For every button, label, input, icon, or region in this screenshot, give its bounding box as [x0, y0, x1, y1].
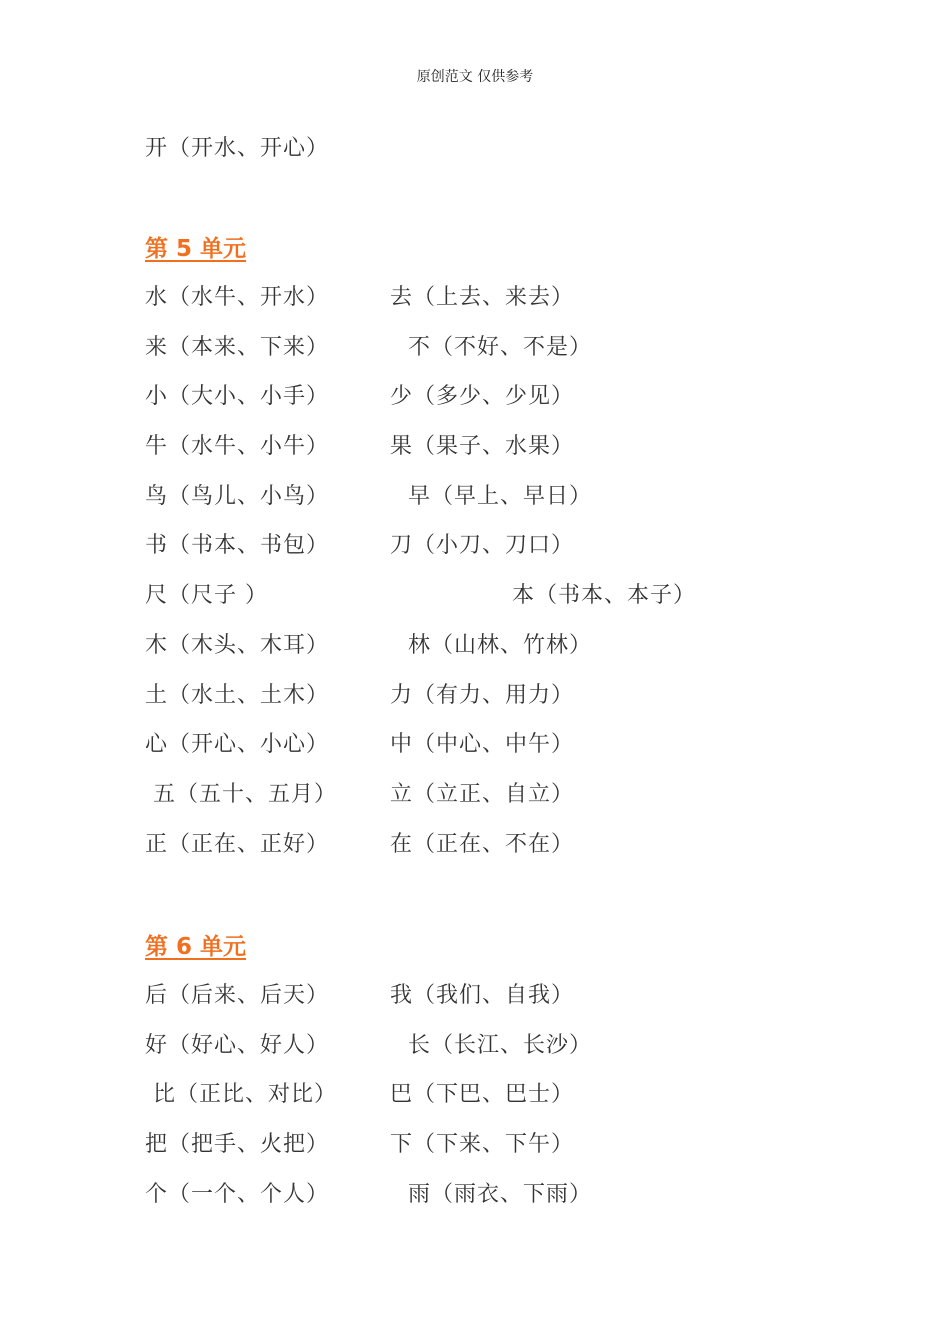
- word-left: 书（书本、书包）: [145, 533, 330, 559]
- word-right: 早（早上、早日）: [408, 483, 593, 509]
- word-left: 尺（尺子 ）: [145, 583, 268, 609]
- word-left: 正（正在、正好）: [145, 831, 330, 857]
- word-left: 来（本来、下来）: [145, 334, 330, 360]
- word-right: 本（书本、本子）: [512, 583, 697, 609]
- first-line: 开（开水、开心）: [145, 136, 330, 161]
- word-right: 我（我们、自我）: [390, 983, 575, 1008]
- table-row: [145, 581, 845, 631]
- table-row: [145, 681, 845, 731]
- word-right: 下（下来、下午）: [390, 1132, 575, 1158]
- word-right: 去（上去、来去）: [390, 285, 575, 310]
- table-row: [145, 780, 845, 830]
- word-right: 刀（小刀、刀口）: [390, 533, 575, 559]
- word-left: 牛（水牛、小牛）: [145, 434, 330, 460]
- table-row: [145, 382, 845, 432]
- section-5-rows: [145, 283, 845, 879]
- word-right: 立（立正、自立）: [390, 781, 575, 807]
- word-left: 五（五十、五月）: [153, 781, 338, 807]
- word-left: 个（一个、个人）: [145, 1181, 330, 1207]
- table-row: [145, 981, 845, 1031]
- table-row: [145, 730, 845, 780]
- section-heading-5: 第 5 单元: [145, 236, 247, 262]
- table-row: [145, 333, 845, 383]
- table-row: [145, 631, 845, 681]
- word-right: 中（中心、中午）: [390, 732, 575, 758]
- table-row: [145, 482, 845, 532]
- word-left: 水（水牛、开水）: [145, 285, 330, 310]
- word-right: 少（多少、少见）: [390, 384, 575, 410]
- table-row: [145, 1031, 845, 1081]
- word-right: 长（长江、长沙）: [408, 1032, 593, 1058]
- word-left: 心（开心、小心）: [145, 732, 330, 758]
- table-row: [145, 283, 845, 333]
- word-right: 巴（下巴、巴士）: [390, 1082, 575, 1108]
- word-left: 把（把手、火把）: [145, 1132, 330, 1158]
- section-heading-6: 第 6 单元: [145, 934, 247, 960]
- word-right: 果（果子、水果）: [390, 434, 575, 460]
- word-left: 土（水土、土木）: [145, 682, 330, 708]
- word-left: 后（后来、后天）: [145, 983, 330, 1008]
- word-left: 鸟（鸟儿、小鸟）: [145, 483, 330, 509]
- page-header: 原创范文 仅供参考: [416, 69, 534, 85]
- table-row: [145, 1130, 845, 1180]
- word-left: 比（正比、对比）: [153, 1082, 338, 1108]
- word-right: 在（正在、不在）: [390, 831, 575, 857]
- word-right: 不（不好、不是）: [408, 334, 593, 360]
- table-row: [145, 1180, 845, 1230]
- table-row: [145, 531, 845, 581]
- word-left: 好（好心、好人）: [145, 1032, 330, 1058]
- table-row: [145, 1080, 845, 1130]
- word-left: 小（大小、小手）: [145, 384, 330, 410]
- word-right: 林（山林、竹林）: [408, 632, 593, 658]
- section-6-rows: [145, 981, 845, 1229]
- word-left: 木（木头、木耳）: [145, 632, 330, 658]
- word-right: 雨（雨衣、下雨）: [408, 1181, 593, 1207]
- table-row: [145, 830, 845, 880]
- table-row: [145, 432, 845, 482]
- word-right: 力（有力、用力）: [390, 682, 575, 708]
